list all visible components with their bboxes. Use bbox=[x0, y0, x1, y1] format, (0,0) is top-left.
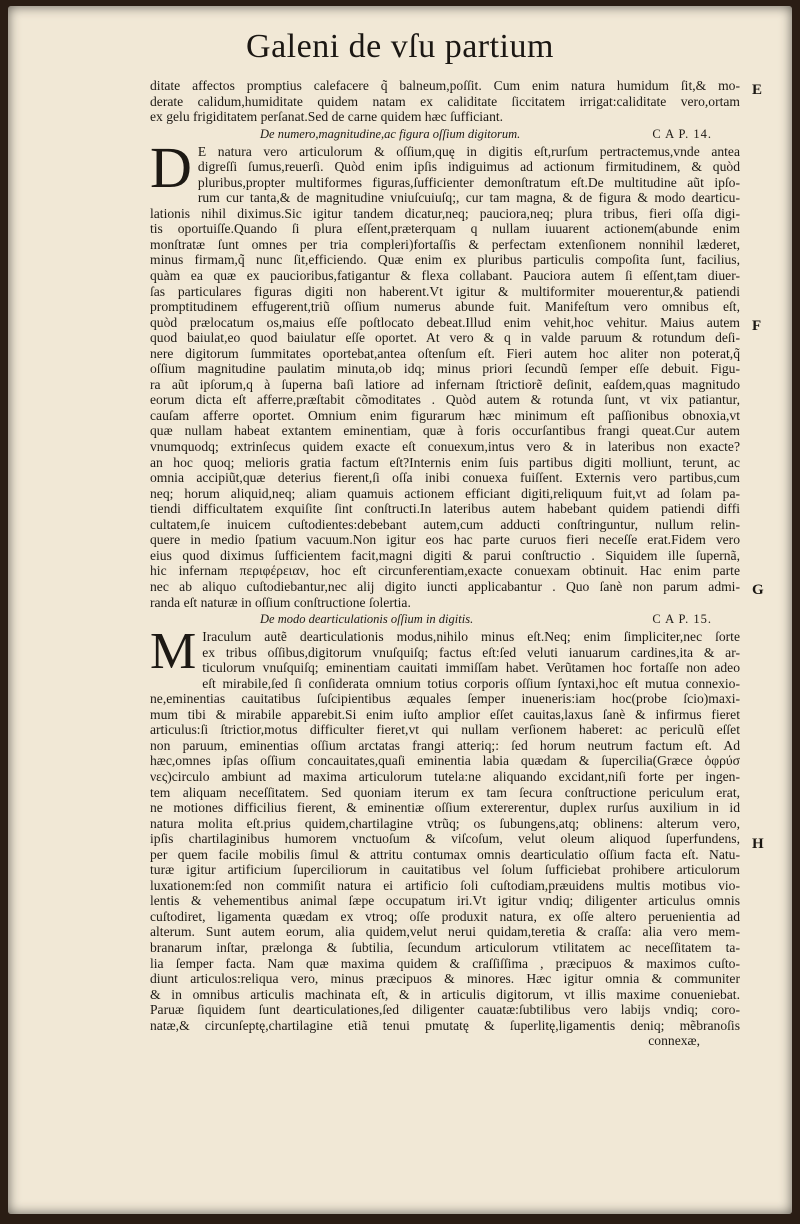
text-line: articulus:ſi ſtrictior,motus difficulter fieret,vt qui nullam verſionem haberet: ac periculũ eſſet bbox=[150, 722, 740, 738]
text-line: Iraculum autẽ dearticulationis modus,nihilo minus eſt.Neq; enim ſimpliciter,nec ſorte bbox=[202, 629, 740, 645]
text-line: ne,eminentias cauitatibus ſuſcipientibus æquales ſemper inueneris:iam hoc(probe ſcio)maxi- bbox=[150, 691, 740, 707]
body-text bbox=[150, 78, 740, 1049]
margin-letter-g: G bbox=[752, 582, 764, 598]
text-line: eius quod diximus ſufficientem facit,magni digiti & parui conſtructio . Siquidem ille ſupernã, bbox=[150, 547, 740, 563]
text-line: turæ igitur artificium ſuperciliorum in cauitatibus vel ſolum ſufficiebat prohibere articulorum bbox=[150, 862, 740, 878]
text-line: mum tibi & mirabile apparebit.Si enim iuſto amplior eſſet cauitas,laxus ſanè & infirmus fieret bbox=[150, 706, 740, 722]
text-line: neq; horum aliquid,neq; aliam quamuis actionem efficiant digiti,reliquum fuit,vt ad ſolam pa- bbox=[150, 485, 740, 501]
text-line: ipſis chartilaginibus humorem vnctuoſum & viſcoſum, velut oleum aliquod ſuperfundens, bbox=[150, 831, 740, 847]
text-line: tem aliquam neceſſitatem. Sed quoniam iterum ex tam ſecura conſtructione periculum erat, bbox=[150, 784, 740, 800]
text-line: eſt mirabile,ſed ſi conſiderata omnium totius corporis oſſium ſyntaxi,hoc eſt mutua connexio- bbox=[202, 675, 740, 691]
text-line: non paruum, eminentias oſſium arctatas frangi atteriq;: ſed horum neutrum factum eſt. Ad bbox=[150, 737, 740, 753]
text-line: natæ,& circunſeptę,chartilagine etiã tenui pmutatę & ſuperlitę,ligamentis deniq; mẽbranoſis bbox=[150, 1017, 740, 1033]
text-line: minus firmam,q̃ nunc ſit,efficiendo. Quæ enim ex pluribus particulis compoſita ſunt, facilius, bbox=[150, 252, 740, 268]
text-line: lia ſemper facta. Nam quæ maxima quidem & craſſiſſima , præcipuos & maximos cuſto- bbox=[150, 955, 740, 971]
text-line: ticulorum vnuſquiſq; eminentiam cauitati immiſſam habet. Verũtamen hoc fortaſſe non adeo bbox=[202, 660, 740, 676]
text-line: promptitudinem effugerent,triũ oſſium numerus abunde fuit. Manifeſtum vero omnibus eſt, bbox=[150, 299, 740, 315]
text-line: lationis nihil diximus.Sic igitur tandem dicatur,neq; pauciora,neq; plura tribus, fieri oſſa digi- bbox=[150, 205, 740, 221]
chapter-14-number: C A P. 14. bbox=[652, 126, 712, 141]
text-line: & in omnibus articulis machinata eſt, & in articulis digitorum, vt illis maxime conueniebat. bbox=[150, 986, 740, 1002]
intro-paragraph bbox=[150, 78, 740, 125]
text-line: pluribus,propter multiformes figuras,ſufficienter demonſtratum eſt.De multitudine aũt ipſo- bbox=[197, 174, 740, 190]
text-line: an hoc quoq; melioris gratia factum eſt?Internis enim ſuis partibus digiti molliunt, terunt, ac bbox=[150, 454, 740, 470]
text-line: quere in medio ſpatium vacuum.Non igitur eos hac parte curuos fieri neceſſe erat.Fidem vero bbox=[150, 532, 740, 548]
text-line: E natura vero articulorum & oſſium,quę in digitis eſt,rurſum pertractemus,vnde antea bbox=[197, 143, 740, 159]
text-line: quod baiulat,eo quod baiulatur eſſe oportet. At vero & q in valde paruum & rotundum deſi- bbox=[150, 330, 740, 346]
text-line: derate calidum,humiditate quidem natam ex caliditate ſiccitatem irrigat:caliditate vero,ortam bbox=[150, 93, 740, 109]
text-line: nere digitorum ſummitates oportebat,antea oſtenſum eſt. Fieri autem hoc aliter non poterat,q̃ bbox=[150, 345, 740, 361]
chapter-14-last-line: randa eſt naturæ in oſſium conſtructione ſolertia. bbox=[150, 594, 411, 610]
chapter-14-body bbox=[150, 134, 740, 610]
text-line: ex gelu frigiditatem perſanat.Sed de carne quidem hæc ſufficiant. bbox=[150, 109, 504, 125]
text-line: luxationem:ſed non commiſit natura ei artificio ſoli cuſtodiam,præuidens multis motibus vio- bbox=[150, 877, 740, 893]
text-line: cuſtodiret, ligamenta quædam ex vtroq; oſſe produxit natura, ex oſſe altero peruenientia ad bbox=[150, 908, 740, 924]
chapter-15-body bbox=[150, 623, 740, 1033]
text-line: νες)circulo ambiunt ad maxima articulorum tutela:ne aliquando excidant,niſi forte per ingen- bbox=[150, 768, 740, 784]
text-line: cauſam afferre oportet. Omnium enim figurarum hæc minimum eſt paſſionibus obnoxia,vt bbox=[150, 407, 740, 423]
text-line: quòd prælocatum os,maius eſſe poſtlocato debeat.Illud enim vehit,hoc vehitur. Maius autem bbox=[150, 314, 740, 330]
text-line: digreſſi ſumus,reuerſi. Quòd enim ipſis indiguimus ad actionum firmitudinem, & quòd bbox=[197, 159, 740, 175]
text-line: rum cur tanta,& de magnitudine vniuſcuiuſq;, cur tam magna, & de figura & modo dearticu- bbox=[197, 190, 740, 206]
text-line: diunt articulos:reliqua vero, minus præcipuos & minores. Hæc igitur omnia & communiter bbox=[150, 971, 740, 987]
text-line: ex tribus oſſibus,digitorum vnuſquiſq; factus eſt:ſed veluti ianuarum cardines,ita & ar- bbox=[202, 644, 740, 660]
drop-cap-m: M bbox=[150, 623, 197, 681]
text-line: oſſium magnitudine paulatim minuta,ob idq; minus priori ſecundũ ſemper eſſe debuit. Figu- bbox=[150, 361, 740, 377]
chapter-15-heading bbox=[260, 611, 740, 628]
text-line: ra aũt ipſorum,q à ſuperna baſi latiore ad infernam ſtrictiorẽ deſinit, eaſdem,quas magnitudo bbox=[150, 376, 740, 392]
drop-cap-d: D bbox=[150, 134, 192, 200]
text-line: tis oportuiſſe.Quando ſi plura eſſent,præterquam q nullam iuuarent actionem(abunde enim bbox=[150, 221, 740, 237]
margin-letter-f: F bbox=[752, 318, 762, 334]
text-line: natura molita eſt.prius quidem,chartilagine vtrũq; os ſubungens,atq; oblinens: alterum vero, bbox=[150, 815, 740, 831]
text-line: quàm ea quæ ex paucioribus,fatigantur & flexa collabant. Pauciora autem ſi eſſent,tam diuer- bbox=[150, 268, 740, 284]
text-line: cultatem,ſe inuicem cuſtodientes:debebant autem,cum adducti conſtringuntur, nullum relin- bbox=[150, 516, 740, 532]
text-line: quæ nullam habeat extantem eminentiam, quæ à foris occurſantibus frangi queat.Cur autem bbox=[150, 423, 740, 439]
text-line: hic infernam περιφέρειαν, hoc eſt circunferentiam,exacte conuexam obtinuit. Hac enim parte bbox=[150, 563, 740, 579]
running-head: Galeni de vſu partium bbox=[246, 28, 554, 65]
chapter-14-heading bbox=[260, 126, 740, 143]
text-line: ditate affectos promptius calefacere q̃ balneum,poſſit. Cum enim natura humidum ſit,& mo- bbox=[150, 78, 740, 93]
text-line: eorum dicta eſt afferre,præſtabit cõmoditates . Quòd autem & rotunda ſunt, vt vix patiantur, bbox=[150, 392, 740, 408]
text-line: branarum inſtar, prælonga & ſubtilia, ſecundum articulorum vtilitatem ac neceſſitatem ta- bbox=[150, 939, 740, 955]
text-line: ſas particulares figuras digiti non haberent.Vt igitur & multiformiter mouerentur,& patiendi bbox=[150, 283, 740, 299]
text-line: omnia accipiũt,quæ deterius fierent,ſi oſſa inibi conuexa fuiſſent. Externis vero partibus,cum bbox=[150, 470, 740, 486]
catchword: connexæ, bbox=[648, 1033, 700, 1049]
text-line: per quem facile mobilis ſimul & attritu contumax omnis dearticulatio oſſium facta eſt. Natu- bbox=[150, 846, 740, 862]
chapter-14-title: De numero,magnitudine,ac figura oſſium digitorum. bbox=[260, 126, 521, 141]
text-line: hæc,omnes ipſas oſſium concauitates,quaſi eminentia labia quædam & ſupercilia(Græce ὀφρύσ bbox=[150, 753, 740, 769]
text-line: monſtratæ ſunt omnes per tria compleri)fortaſſis & perfectam extenſionem nonnihil læderet, bbox=[150, 236, 740, 252]
margin-letter-h: H bbox=[752, 836, 764, 852]
text-line: tiendi difficultatem exquiſite ſint conſtructi.In lateribus autem habebant quidem patiendi diffi bbox=[150, 501, 740, 517]
text-line: ne motiones difficilius fierent, & eminentiæ oſſium extererentur, duplex rurſus auxilium in id bbox=[150, 800, 740, 816]
text-line: vnumquodq; extrinſecus quidem exacte eſt conuexum,intus vero & in lateribus non exacte? bbox=[150, 439, 740, 455]
chapter-15-number: C A P. 15. bbox=[652, 612, 712, 627]
text-line: alterum. Sunt autem eorum, alia quidem,velut nerui quidam,teretia & craſſa: alia vero mem- bbox=[150, 924, 740, 940]
text-line: lentis & vehementibus animal ſæpe occupatum iri.Vt igitur vndiq; diligenter articulus omnis bbox=[150, 893, 740, 909]
margin-letter-e: E bbox=[752, 82, 763, 98]
chapter-15-title: De modo dearticulationis oſſium in digitis. bbox=[260, 612, 474, 627]
text-line: Paruæ ſiquidem ſunt dearticulationes,ſed diligenter cauatæ:ſubtilibus vero labijs vndiq; coro- bbox=[150, 1002, 740, 1018]
text-line: nec ab aliquo cuſtodiebantur,nec alij digito iuncti applicabantur . Quo ſanè non parum admi- bbox=[150, 578, 740, 594]
